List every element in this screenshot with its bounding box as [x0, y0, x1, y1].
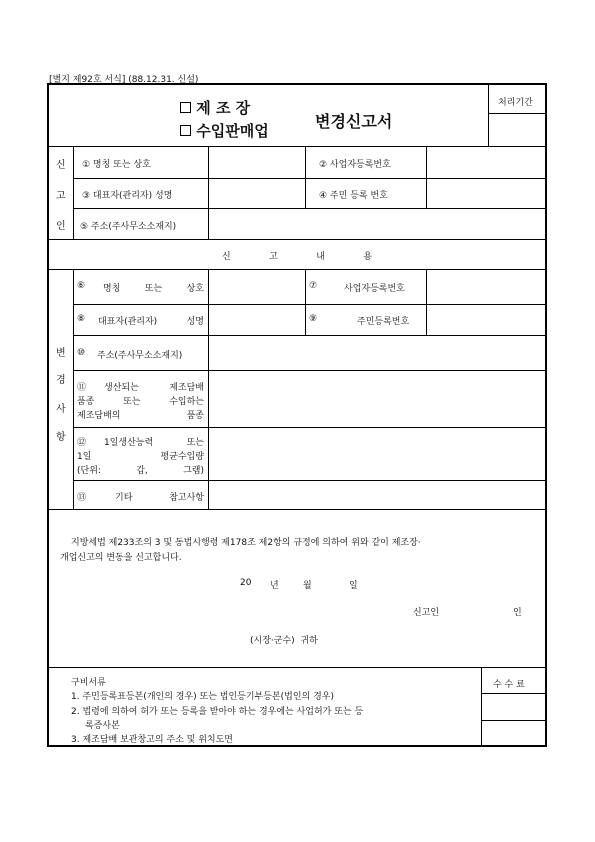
reporter-rep-field[interactable]: [209, 179, 304, 207]
date-year-prefix: 20: [240, 578, 252, 588]
change-other-num: ⑬: [77, 493, 87, 503]
label-word: 대표자(관리자): [98, 317, 158, 327]
reporter-name-label: ① 명칭 또는 상호: [82, 160, 151, 170]
label-word: 수입하는: [169, 397, 204, 407]
change-address-field[interactable]: [209, 336, 545, 369]
side-char: 인: [56, 221, 66, 232]
change-capacity-line: [77, 449, 204, 462]
side-char: 사: [56, 404, 66, 415]
change-resident-field[interactable]: [427, 305, 545, 334]
change-bizreg-num: ⑦: [309, 281, 318, 291]
rule: [73, 146, 74, 239]
rule: [481, 720, 546, 721]
label-word: 명칭: [103, 284, 121, 294]
label-word: 평균수입량: [160, 452, 204, 462]
side-char: 변: [56, 348, 66, 359]
change-capacity-field[interactable]: [209, 428, 545, 479]
change-resident-label: 주민등록번호: [357, 317, 410, 327]
reporter-resident-label: ④ 주민 등록 번호: [319, 191, 388, 201]
reporter-sign-label: 신고인: [413, 608, 440, 618]
change-name-field[interactable]: [209, 270, 304, 303]
label-word: 1일생산능력: [104, 438, 154, 448]
change-resident-num: ⑨: [309, 314, 318, 324]
side-char: 경: [56, 375, 66, 386]
reporter-address-field[interactable]: [209, 209, 545, 238]
change-product-line: [77, 394, 204, 407]
change-product-line: [77, 408, 204, 421]
documents-item: 1. 주민등록표등본(개인의 경우) 또는 법인등기부등본(법인의 경우): [71, 692, 334, 702]
label-word: 생산되는: [104, 383, 139, 393]
rule: [73, 269, 74, 509]
label-word: 그램): [183, 466, 204, 476]
label-word: 제조담배의: [77, 411, 121, 421]
change-product-line: [104, 380, 204, 393]
label-word: 또는: [123, 397, 141, 407]
checkbox[interactable]: [180, 102, 191, 113]
label-word: 갑,: [136, 466, 148, 476]
addressee: (시장·군수) 귀하: [250, 636, 318, 646]
date-year-label: 년: [270, 581, 279, 591]
change-rep-num: ⑧: [77, 314, 86, 324]
content-header: [222, 249, 372, 262]
reporter-bizreg-field[interactable]: [427, 147, 545, 177]
label-word: 상호: [186, 284, 204, 294]
change-product-field[interactable]: [209, 371, 545, 426]
title-option-label: 제 조 장: [196, 99, 251, 117]
change-name-num: ⑥: [77, 281, 86, 291]
reporter-bizreg-label: ② 사업자등록번호: [319, 160, 391, 170]
change-rep-label: [98, 314, 204, 327]
change-address-num: ⑩: [77, 348, 86, 358]
reporter-name-field[interactable]: [209, 147, 304, 177]
side-char: 항: [56, 432, 66, 443]
reporter-resident-field[interactable]: [427, 179, 545, 207]
change-other-field[interactable]: [209, 481, 545, 508]
side-char: 신: [56, 160, 66, 171]
side-char: 고: [56, 191, 66, 202]
change-name-label: [103, 281, 204, 294]
reporter-rep-label: ③ 대표자(관리자) 성명: [82, 191, 173, 201]
label-word: 1일: [77, 452, 92, 462]
change-bizreg-field[interactable]: [427, 270, 545, 303]
content-header-char: 신: [222, 252, 231, 262]
checkbox[interactable]: [180, 125, 191, 136]
change-capacity-line: [77, 463, 204, 476]
processing-period-label: 처리기간: [498, 98, 533, 108]
rule: [48, 239, 546, 240]
change-other-label: [115, 490, 204, 503]
change-product-num: ⑪: [77, 383, 87, 393]
fee-field[interactable]: [482, 694, 545, 719]
title-option-import: [180, 120, 269, 141]
rule: [305, 146, 306, 208]
label-word: 또는: [186, 438, 204, 448]
label-word: 품종: [186, 411, 204, 421]
documents-item: 3. 제조담배 보관창고의 주소 및 위치도면: [71, 735, 233, 745]
statement-line: 개업신고의 변동을 신고합니다.: [60, 553, 182, 563]
content-header-char: 용: [363, 252, 372, 262]
label-word: 제조담배: [169, 383, 204, 393]
label-word: 성명: [186, 317, 204, 327]
form-header-caption: [별지 제92호 서식] (88.12.31. 신설): [49, 75, 199, 85]
rule: [488, 84, 489, 146]
seal-mark: 인: [513, 608, 522, 618]
date-month-label: 월: [303, 581, 312, 591]
change-bizreg-label: 사업자등록번호: [344, 284, 405, 294]
date-day-label: 일: [349, 581, 358, 591]
statement-line: 지방세법 제233조의 3 및 동법시행령 제178조 제2항의 규정에 의하여 위와 같이 제조장·: [71, 538, 421, 548]
label-word: (단위:: [77, 466, 101, 476]
title-option-label: 수입판매업: [196, 122, 269, 140]
rule: [48, 667, 546, 668]
documents-item: 2. 법령에 의하여 허가 또는 등록을 받아야 하는 경우에는 사업허가 또는 등: [71, 707, 364, 717]
documents-item: 록증사본: [85, 721, 120, 731]
reporter-address-label: ⑤ 주소(주사무소소재지): [80, 222, 177, 232]
rule: [488, 113, 546, 114]
label-word: 기타: [115, 493, 133, 503]
form-title: 변경신고서: [315, 112, 393, 131]
title-option-manufacture: [180, 97, 250, 118]
label-word: 또는: [144, 284, 163, 294]
label-word: 참고사항: [169, 493, 204, 503]
rule: [48, 509, 546, 510]
change-address-label: 주소(주사무소소재지): [97, 351, 183, 361]
change-rep-field[interactable]: [209, 305, 304, 334]
change-capacity-line: [104, 435, 204, 448]
documents-title: 구비서류: [71, 678, 106, 688]
content-header-char: 내: [316, 252, 325, 262]
content-header-char: 고: [269, 252, 278, 262]
change-capacity-num: ⑫: [77, 438, 87, 448]
label-word: 품종: [77, 397, 95, 407]
fee-label: 수 수 료: [493, 680, 525, 690]
rule: [305, 269, 306, 335]
